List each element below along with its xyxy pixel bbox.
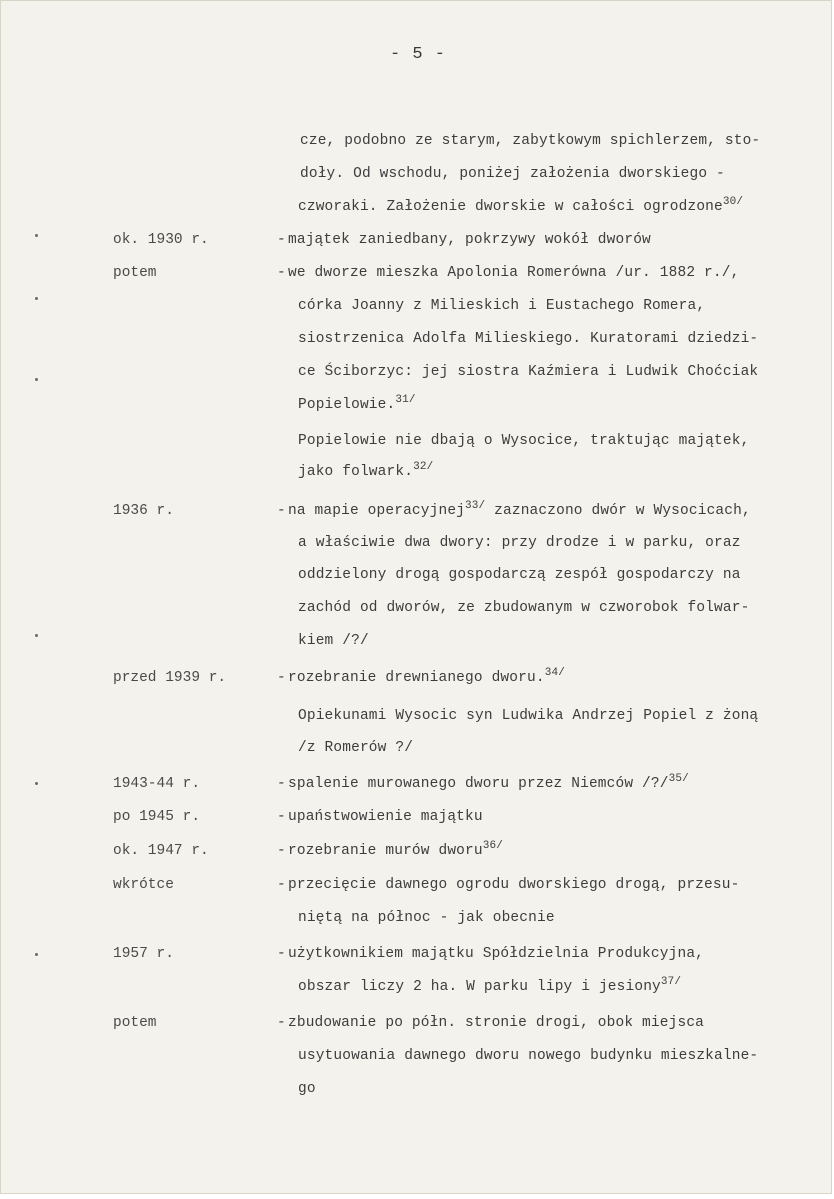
entry-text-line: go	[298, 1081, 316, 1097]
entry-date: ok. 1947 r.	[113, 843, 209, 859]
entry-text-line: upaństwowienie majątku	[288, 809, 483, 825]
entry-dash: -	[277, 1015, 286, 1031]
entry-text-line: siostrzenica Adolfa Milieskiego. Kuratorami dziedzi-	[298, 331, 759, 347]
entry-text-line: ce Ściborzyc: jej siostra Kaźmiera i Ludwik Choćciak	[298, 364, 759, 380]
entry-text-line: Popielowie.$^{31/}$	[298, 394, 416, 413]
entry-dash: -	[277, 946, 286, 962]
entry-text-line: rozebranie drewnianego dworu.$^{34/}$	[288, 667, 565, 686]
page-number: - 5 -	[389, 45, 446, 64]
footnote-reference: 37/	[660, 976, 682, 988]
footnote-reference: 34/	[544, 667, 565, 679]
binder-hole-mark	[35, 782, 38, 785]
entry-dash: -	[277, 809, 286, 825]
entry-text-line: użytkownikiem majątku Spółdzielnia Produkcyjna,	[288, 946, 705, 962]
entry-dash: -	[277, 232, 286, 248]
entry-dash: -	[277, 503, 286, 519]
entry-text-line: /z Romerów ?/	[298, 740, 414, 756]
entry-text-line: spalenie murowanego dworu przez Niemców /?/$^{35/}$	[288, 773, 689, 792]
entry-text-line: obszar liczy 2 ha. W parku lipy i jesiony$^{37/}$	[298, 976, 682, 995]
footnote-reference: 30/	[722, 196, 744, 208]
entry-dash: -	[277, 776, 286, 792]
entry-date: ok. 1930 r.	[113, 232, 209, 248]
entry-date: wkrótce	[113, 877, 174, 893]
footnote-reference: 33/	[465, 500, 486, 512]
entry-text-line: doły. Od wschodu, poniżej założenia dworskiego -	[300, 166, 725, 182]
entry-dash: -	[277, 670, 286, 686]
entry-dash: -	[277, 843, 286, 859]
entry-text-line: córka Joanny z Milieskich i Eustachego Romera,	[298, 298, 706, 314]
entry-date: potem	[113, 1015, 157, 1031]
footnote-reference: 31/	[395, 394, 416, 406]
entry-date: potem	[113, 265, 157, 281]
entry-text-line: rozebranie murów dworu$^{36/}$	[288, 840, 503, 859]
entry-text-line: czworaki. Założenie dworskie w całości ogrodzone$^{30/}$	[298, 196, 744, 215]
entry-date: 1957 r.	[113, 946, 174, 962]
entry-text-line: cze, podobno ze starym, zabytkowym spichlerzem, sto-	[300, 133, 761, 149]
entry-text-line: we dworze mieszka Apolonia Romerówna /ur. 1882 r./,	[288, 265, 740, 281]
entry-text-line: na mapie operacyjnej$^{33/}$ zaznaczono dwór w Wysocicach,	[288, 500, 751, 519]
binder-hole-mark	[35, 634, 38, 637]
footnote-reference: 35/	[668, 773, 689, 785]
footnote-reference: 36/	[482, 840, 503, 852]
binder-hole-mark	[35, 297, 38, 300]
entry-text-line: Popielowie nie dbają o Wysocice, traktując majątek,	[298, 433, 750, 449]
entry-date: 1936 r.	[113, 503, 174, 519]
entry-text-line: oddzielony drogą gospodarczą zespół gospodarczy na	[298, 567, 741, 583]
binder-hole-mark	[35, 234, 38, 237]
entry-date: przed 1939 r.	[113, 670, 227, 686]
entry-dash: -	[277, 265, 286, 281]
entry-text-line: usytuowania dawnego dworu nowego budynku mieszkalne-	[298, 1048, 759, 1064]
entry-date: 1943-44 r.	[113, 776, 201, 792]
entry-text-line: a właściwie dwa dwory: przy drodze i w parku, oraz	[298, 535, 741, 551]
entry-text-line: zachód od dworów, ze zbudowanym w czworobok folwar-	[298, 600, 750, 616]
footnote-reference: 32/	[413, 461, 434, 473]
entry-text-line: kiem /?/	[298, 633, 369, 649]
entry-text-line: jako folwark.$^{32/}$	[298, 461, 434, 480]
binder-hole-mark	[35, 378, 38, 381]
entry-text-line: niętą na północ - jak obecnie	[298, 910, 555, 926]
entry-text-line: Opiekunami Wysocic syn Ludwika Andrzej Popiel z żoną	[298, 708, 759, 724]
binder-hole-mark	[35, 953, 38, 956]
entry-text-line: zbudowanie po półn. stronie drogi, obok miejsca	[288, 1015, 705, 1031]
entry-text-line: przecięcie dawnego ogrodu dworskiego drogą, przesu-	[288, 877, 740, 893]
entry-date: po 1945 r.	[113, 809, 201, 825]
entry-dash: -	[277, 877, 286, 893]
entry-text-line: majątek zaniedbany, pokrzywy wokół dworów	[288, 232, 651, 248]
